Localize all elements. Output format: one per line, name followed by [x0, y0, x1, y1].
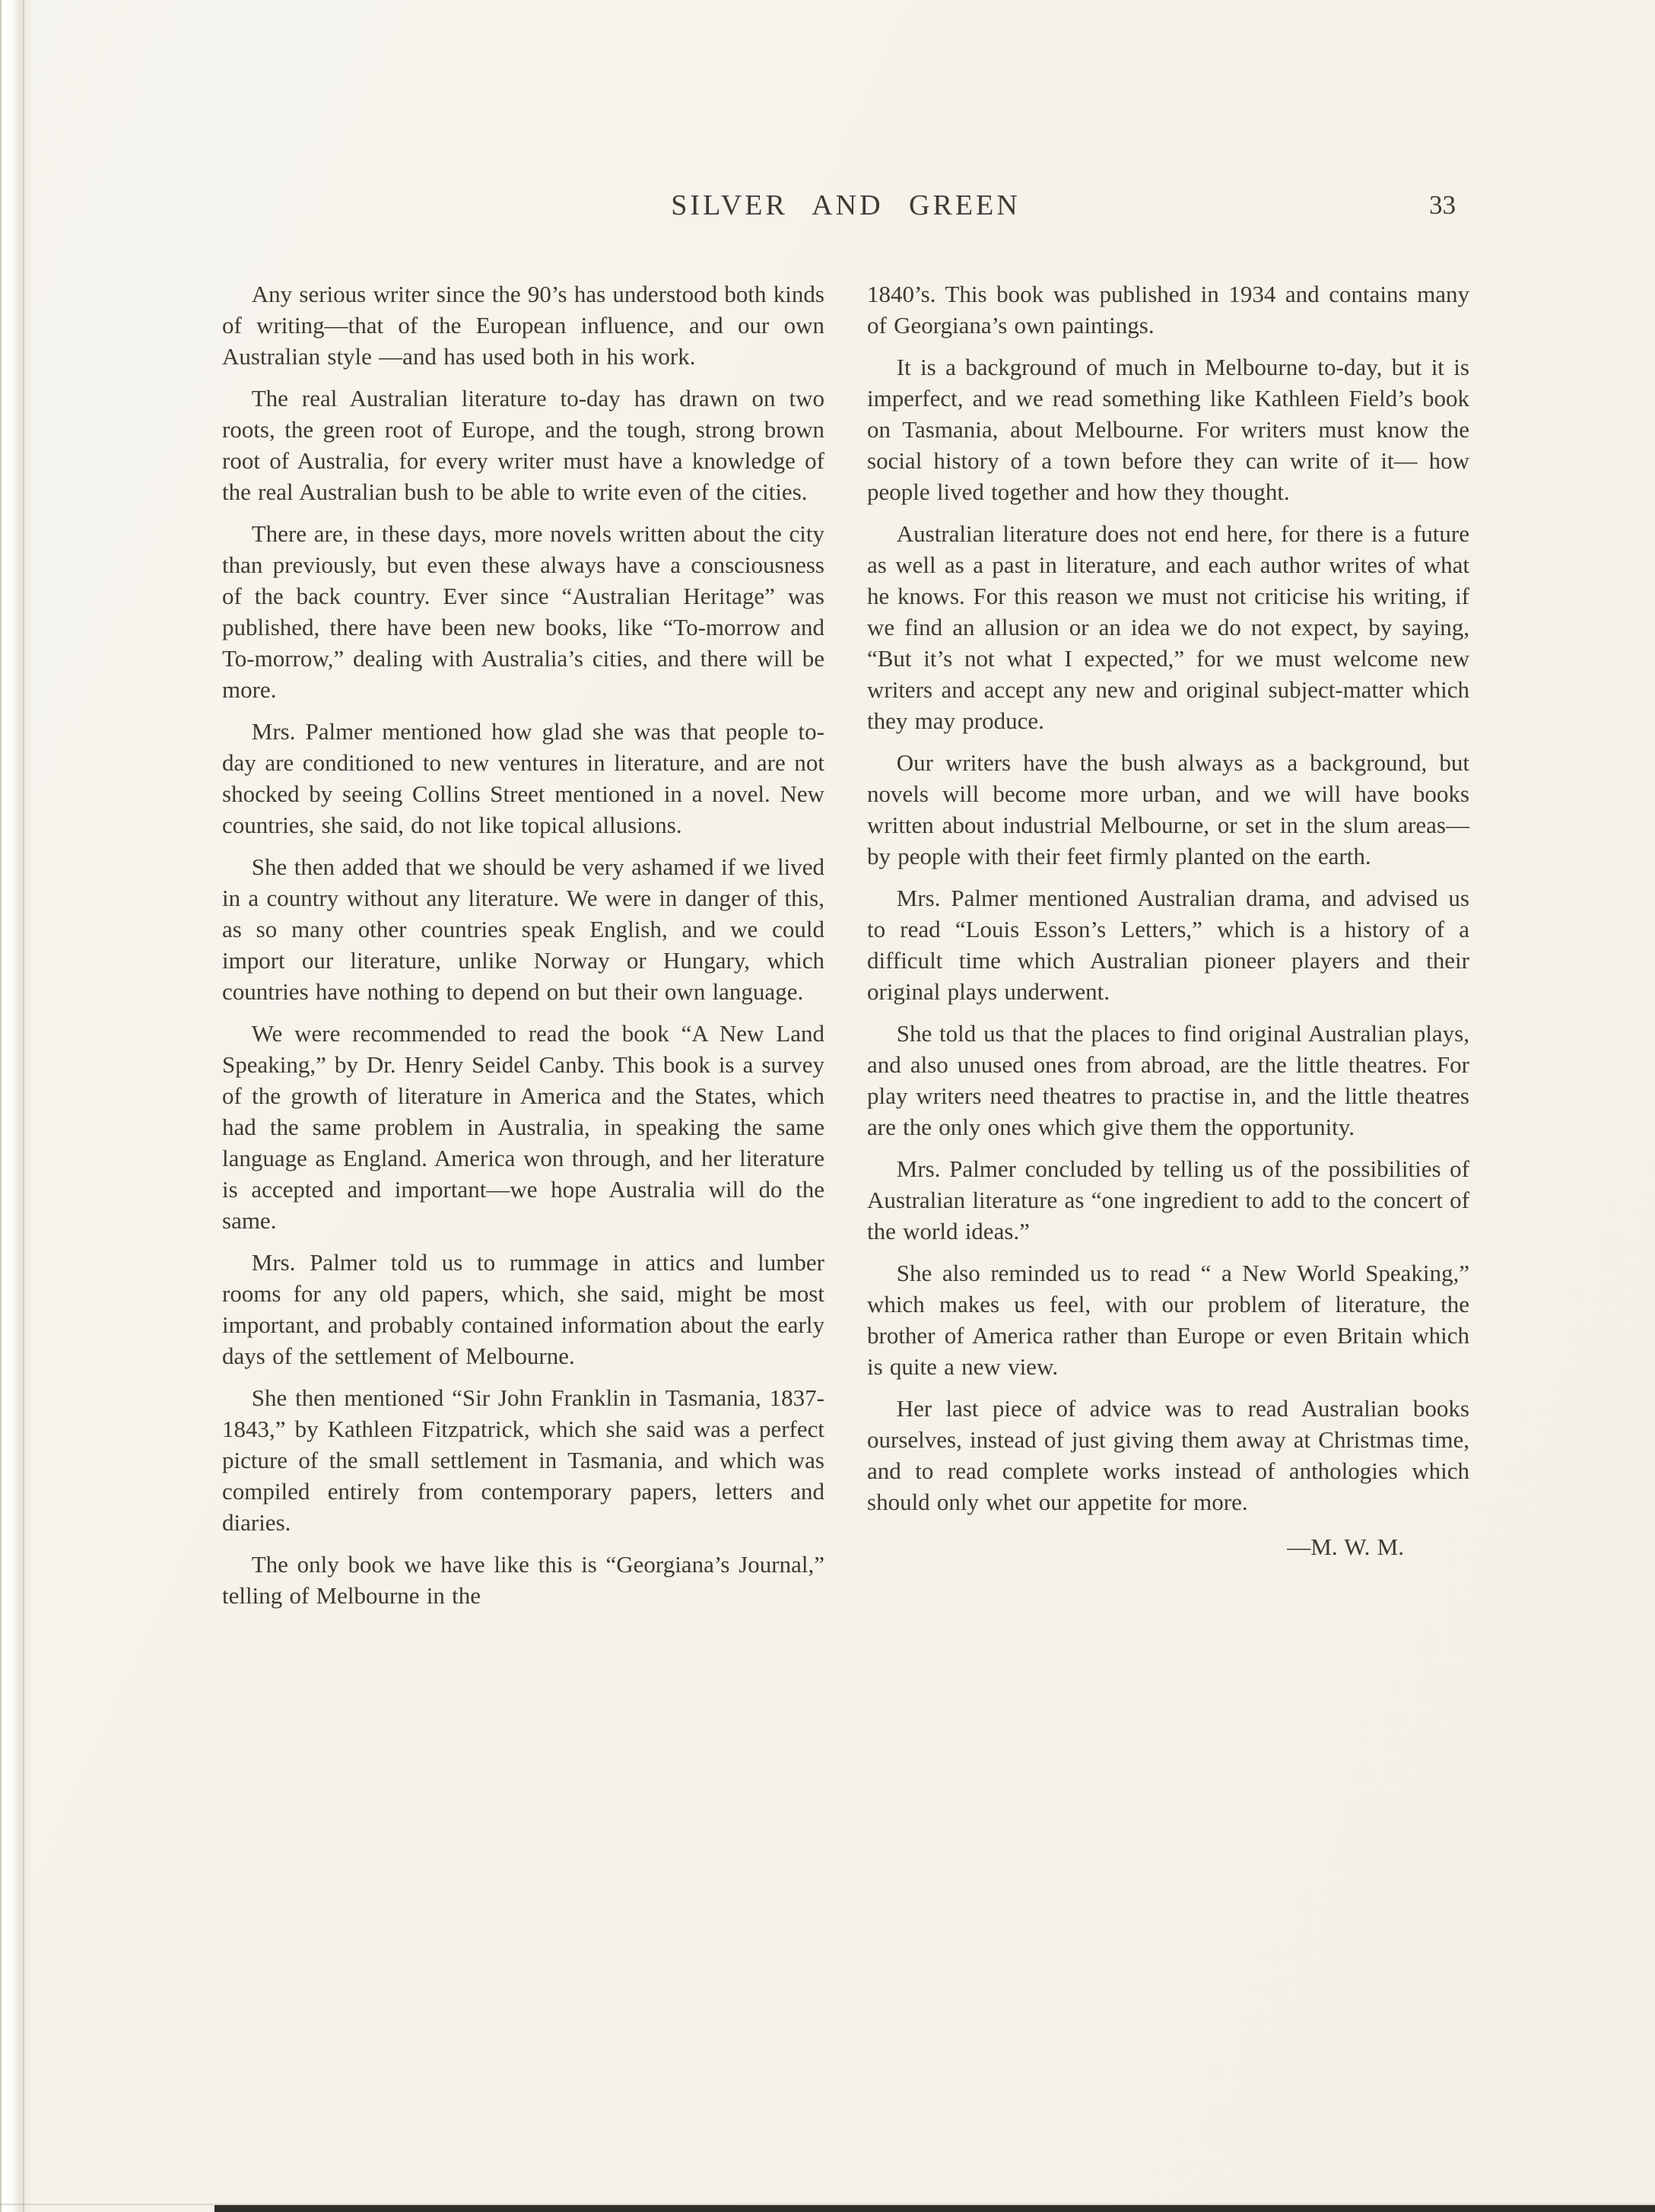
- paragraph: She also reminded us to read “ a New World Speaking,” which makes us feel, with our problem of literature, the brother of America rather than Europe or even Britain which is quite a new view.: [867, 1260, 1469, 1380]
- paragraph: Australian literature does not end here, for there is a future as well as a past in literature, and each author writes of what he knows. For this reason we must not criticise his writing, if we find an allusion or an idea we do not expect, by saying, “But it’s not what I expected,” for we must welcome new writers and accept any new and original subject-matter which they may produce.: [867, 520, 1469, 734]
- text-columns: [222, 278, 1469, 1622]
- paragraph: Mrs. Palmer mentioned how glad she was that people to-day are conditioned to new ventures in literature, and are not shocked by seeing Collins Street mentioned in a novel. New countries, she said, do not like topical allusions.: [222, 718, 824, 838]
- paragraph: We were recommended to read the book “A New Land Speaking,” by Dr. Henry Seidel Canby. This book is a survey of the growth of literature in America and the States, which had the same problem in Australia, in speaking the same language as England. America won through, and her literature is accepted and important—we hope Australia will do the same.: [222, 1020, 824, 1234]
- right-column: [867, 278, 1469, 1622]
- paragraph: The only book we have like this is “Georgiana’s Journal,” telling of Melbourne in the: [222, 1551, 824, 1609]
- paragraph: The real Australian literature to-day has drawn on two roots, the green root of Europe, and the tough, strong brown root of Australia, for every writer must have a knowledge of the real Australian bush to be able to write even of the cities.: [222, 385, 824, 505]
- paragraph: Mrs. Palmer mentioned Australian drama, and advised us to read “Louis Esson’s Letters,” which is a history of a difficult time which Australian pioneer players and their original plays underwent.: [867, 885, 1469, 1005]
- page-header: [222, 189, 1469, 278]
- paragraph: Any serious writer since the 90’s has understood both kinds of writing—that of the European influence, and our own Australian style —and has used both in his work.: [222, 281, 824, 370]
- page-binding-edge: [0, 0, 32, 2212]
- paragraph: She told us that the places to find original Australian plays, and also unused ones from abroad, are the little theatres. For play writers need theatres to practise in, and the little theatres are the only ones which give them the opportunity.: [867, 1020, 1469, 1140]
- paragraph: She then mentioned “Sir John Franklin in Tasmania, 1837-1843,” by Kathleen Fitzpatrick, which she said was a perfect picture of the small settlement in Tasmania, and which was compiled entirely from contemporary papers, letters and diaries.: [222, 1384, 824, 1536]
- paragraph: Our writers have the bush always as a background, but novels will become more urban, and we will have books written about industrial Melbourne, or set in the slum areas—by people with their feet firmly planted on the earth.: [867, 749, 1469, 869]
- left-column: [222, 278, 824, 1622]
- paragraph: There are, in these days, more novels written about the city than previously, but even these always have a consciousness of the back country. Ever since “Australian Heritage” was published, there have been new books, like “To-morrow and To-morrow,” dealing with Australia’s cities, and there will be more.: [222, 520, 824, 703]
- paragraph: She then added that we should be very ashamed if we lived in a country without any literature. We were in danger of this, as so many other countries speak English, and we could import our literature, unlike Norway or Hungary, which countries have nothing to depend on but their own language.: [222, 853, 824, 1005]
- paragraph-continuation: 1840’s. This book was published in 1934 and contains many of Georgiana’s own paintings.: [867, 281, 1469, 338]
- paragraph: Mrs. Palmer told us to rummage in attics and lumber rooms for any old papers, which, she said, might be most important, and probably contained information about the early days of the settlement of Melbourne.: [222, 1249, 824, 1369]
- paragraph: Mrs. Palmer concluded by telling us of the possibilities of Australian literature as “one ingredient to add to the concert of the world ideas.”: [867, 1155, 1469, 1244]
- page-title: SILVER AND GREEN: [671, 189, 1021, 221]
- page-number: 33: [1429, 190, 1456, 220]
- paragraph: It is a background of much in Melbourne to-day, but it is imperfect, and we read something like Kathleen Field’s book on Tasmania, about Melbourne. For writers must know the social history of a town before they can write of it— how people lived together and how they thought.: [867, 354, 1469, 505]
- author-initials: —M. W. M.: [1287, 1533, 1404, 1560]
- scan-bottom-edge: [214, 2205, 1655, 2212]
- page-binding-line: [23, 0, 24, 2212]
- paragraph: Her last piece of advice was to read Australian books ourselves, instead of just giving them away at Christmas time, and to read complete works instead of anthologies which should only whet our appetite for more.: [867, 1395, 1469, 1515]
- page-content: [222, 189, 1469, 1622]
